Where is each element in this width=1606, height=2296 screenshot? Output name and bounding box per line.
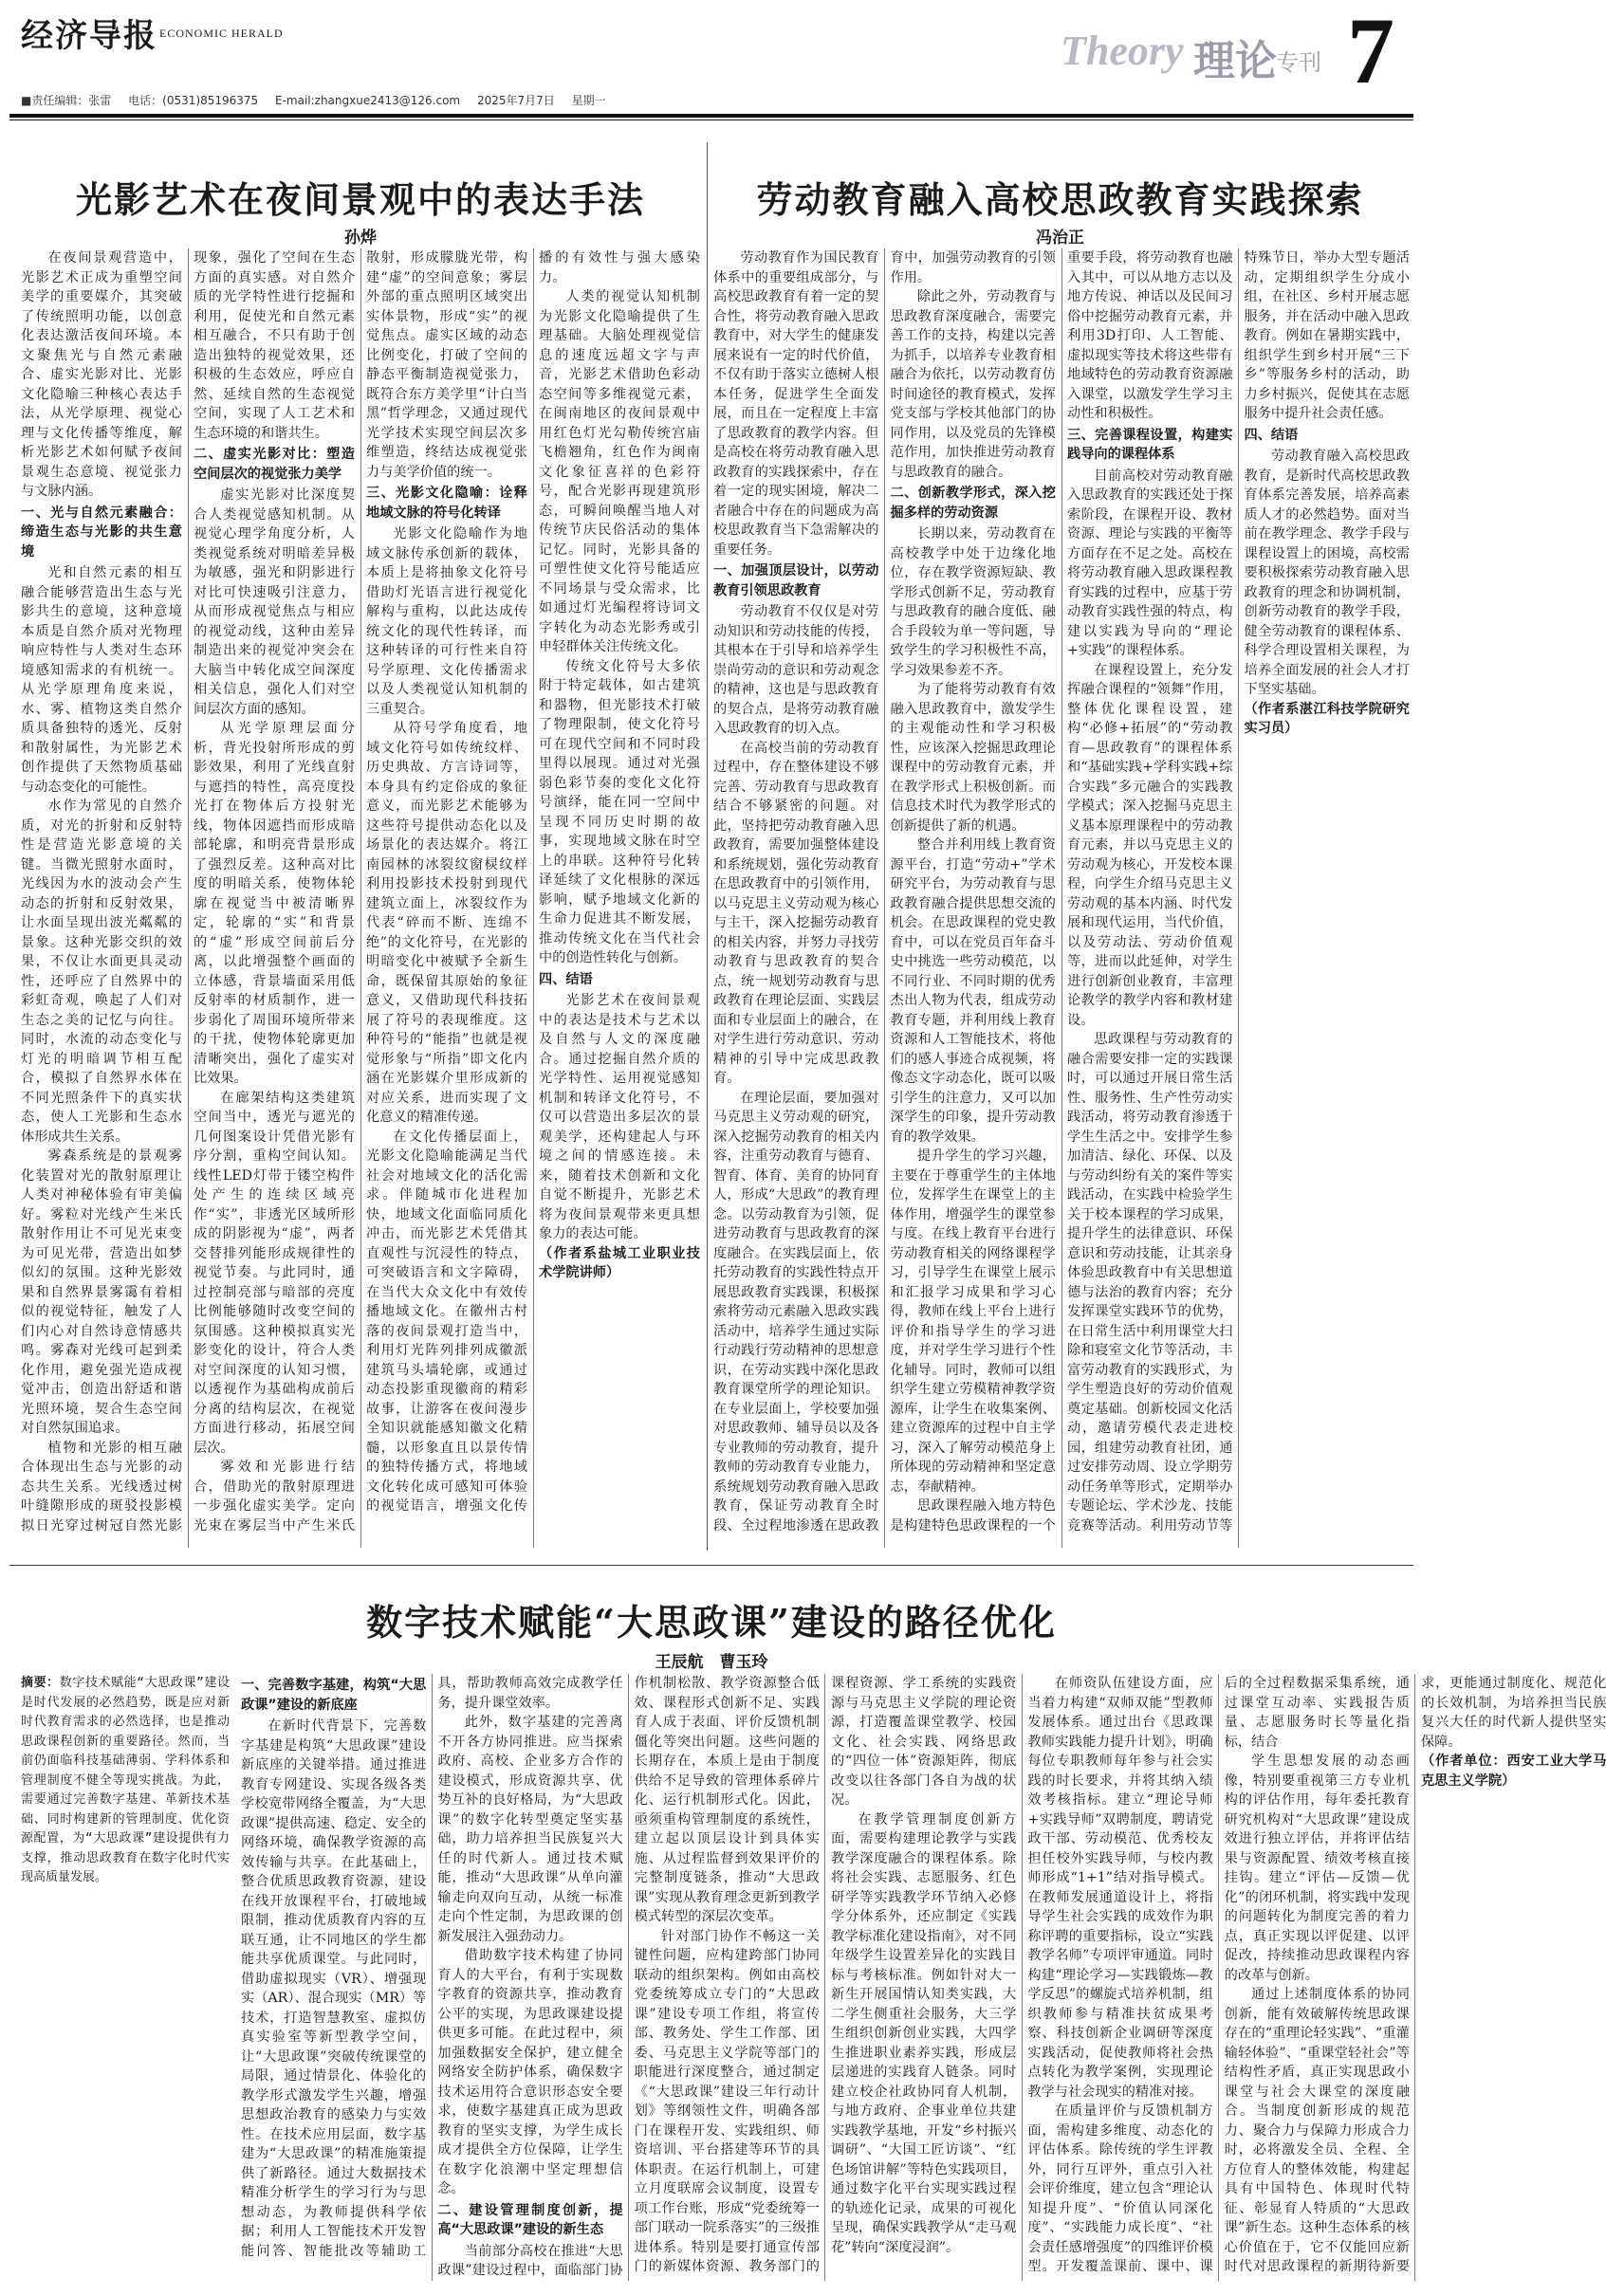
article2-body	[713, 248, 1410, 1548]
section-tag: 专刊	[1276, 49, 1321, 76]
section-title-cn: 理论	[1193, 37, 1277, 85]
paragraph: 在高校当前的劳动教育过程中，存在整体建设不够完善、劳动教育与思政教育结合不够紧密的问题。对此，坚持把劳动教育融入思政教育，需要加强整体建设和系统规划，强化劳动教育在思政教育中的引领作用，以马克思主义劳动观为核心与主干，深入挖掘劳动教育的相关内容，并努力寻找劳动教育与思政教育的契合点，统一规划劳动教育与思政教育在理论层面、实践层面和专业层面上的融合，在对学生进行劳动意识、劳动精神的引导中完成思政教育。	[713, 740, 879, 1086]
article3-abstract	[21, 1674, 230, 2262]
paragraph: 提升学生的学习兴趣，主要在于尊重学生的主体地位，发挥学生在课堂上的主体作用，增强学生的课堂参与度。在线上教育平台进行劳动教育相关的网络课程学习，引导学生在课堂上展示和汇报学习成果和学习心得，教师在线上平台上进行评价和指导学生的学习进度，并对学生学习进行个性化辅导。同时，教师可以组织学生建立劳模精神教学资源库，让学生在收集案例、建立资源库的过程中自主学习，深入了解劳动模范身上所体现的劳动精神和坚定意志，奉献精神。	[890, 1148, 1056, 1495]
email-info: E-mail:zhangxue2413@126.com	[274, 94, 461, 107]
author-affiliation: （作者系盐城工业职业技术学院讲师）	[539, 1245, 700, 1280]
paragraph: 雾效和光影进行结合，借助光的散射原理进一步强化虚实美学。定向光束在雾层当中产生米氏散射，形成朦胧光带，构建“虚”的空间意象；雾层外部的重点照明区域突出实体景物，形成“实”的视觉焦点。虚实区域的动态比例变化，打破了空间的静态平衡制造视觉张力，既符合东方美学里“计白当黑”哲学理念，又通过现代光学技术实现空间层次多维塑造，终结达成视觉张力与美学价值的统一。	[194, 250, 527, 1534]
article1-author: 孙烨	[344, 229, 377, 248]
paragraph: 在新时代背景下，完善数字基建是构筑“大思政课”建设新底座的关键举措。通过推进教育专网建设、实现各级各类学校宽带网络全覆盖，为“大思政课”提供高速、稳定、安全的网络环境，确保教学资源的高效传输与共享。在此基础上，整合优质思政教育资源，建设在线开放课程平台，打破地域限制，推动优质教育内容的互联互通，让不同地区的学生都能共享优质课堂。与此同时，借助虚拟现实（VR）、增强现实（AR）、混合现实（MR）等技术，打造智慧教室、虚拟仿真实验室等新型教学空间，让“大思政课”突破传统课堂的局限，通过情景化、体验化的教学形式激发学生兴趣，增强思想政治教育的感染力与实效性。在技术应用层面，数字基建为“大思政课”的精准施策提供了新路径。通过大数据技术精准分析学生的学习行为与思想动态，为教师提供科学依据；利用人工智能技术开发智能问答、智能批改等辅助工具，帮助教师高效完成教学任务，提升课堂效率。	[241, 1676, 623, 2259]
paragraph: 针对部门协作不畅这一关键性问题，应构建跨部门协同联动的组织架构。例如由高校党委统筹成立专门的“大思政课”建设专项工作组，将宣传部、教务处、学生工作部、团委、马克思主义学院等部门的职能进行深度整合，通过制定《“大思政课”建设三年行动计划》等纲领性文件，明确各部门在课程开发、实践组织、师资培训、平台搭建等环节的具体职责。在运行机制上，可建立月度联席会议制度，设置专项工作台账，形成“党委统筹一部门联动一院系落实”的三级推进体系。特别是要打通宣传部门的新媒体资源、教务部门的课程资源、学工系统的实践资源与马克思主义学院的理论资源，打造覆盖课堂教学、校园文化、社会实践、网络思政的“四位一体”资源矩阵，彻底改变以往各部门各自为战的状况。	[634, 1676, 1017, 2274]
article2-headline: 劳动教育融入高校思政教育实践探索	[756, 178, 1364, 221]
paragraph: 在理论层面，要加强对马克思主义劳动观的研究，深入挖掘劳动教育的相关内容，注重劳动教育与德育、智育、体育、美育的协同育人，形成“大思政”的教育理念。以劳动教育为引领，促进劳动教育与思政教育的深度融合。在实践层面上，依托劳动教育的实践性特点开展思政教育实践课，积极探索将劳动元素融入思政实践活动中，培养学生通过实际行动践行劳动精神的思想意识，在劳动实践中深化思政教育课堂所学的理论知识。在专业层面上，学校要加强对思政教师、辅导员以及各专业教师的劳动教育，提升教师的劳动教育专业能力，系统规划劳动教育融入思政教育，保证劳动教育全时段、全过程地渗透在思政教育中，加强劳动教育的引领作用。	[713, 250, 1056, 1534]
paragraph: 传统文化符号大多依附于特定载体，如古建筑和器物，但光影技术打破了物理限制，使文化符号可在现代空间和不同时段里得以展现。通过对光强弱色彩节奏的变化文化符号演绎，能在同一空间中呈现不同历史时期的故事，实现地域文脉在时空上的串联。这种符号化转译延续了文化根脉的深远影响，赋予地域文化新的生命力促进其不断发展，推动传统文化在当代社会中的创造性转化与创新。	[539, 658, 700, 965]
paragraph: 借助数字技术构建了协同育人的大平台，有利于实现数字教育的资源共享，推动教育公平的实现，为思政课建设提供更多可能。在此过程中，须加强数据安全保护，建立健全网络安全防护体系，确保数字技术运用符合意识形态安全要求，使数字基建真正成为思政教育的坚实支撑，为学生成长成才提供全方位保障，让学生在数字化浪潮中坚定理想信念。	[437, 1948, 623, 2196]
paragraph: 雾森系统是的景观雾化装置对光的散射原理让人类对神秘体验有审美偏好。雾粒对光线产生米氏散射作用让不可见光束变为可见光带，营造出如梦似幻的氛围。这种光影效果和自然界景雾霭有着相似的视觉特征，触发了人们内心对自然诗意情感共鸣。雾森对光线可起到柔化作用，避免强光造成视觉冲击，创造出舒适和谐光照环境，契合生态空间对自然氛围追求。	[21, 1148, 182, 1436]
masthead-rule	[9, 114, 1413, 118]
editor-info: ■责任编辑：张雷	[21, 94, 112, 107]
author-affiliation: （作者系湛江科技学院研究实习员）	[1244, 701, 1410, 736]
author-affiliation: （作者单位：西安工业大学马克思主义学院）	[1420, 1754, 1606, 1789]
column-divider	[707, 142, 708, 1551]
paragraph: 学生思想发展的动态画像，特别要重视第三方专业机构的评估作用，每年委托教育研究机构对“大思政课”建设成效进行独立评估，并将评估结果与资源配置、绩效考核直接挂钩。建立“评估—反馈—优化”的闭环机制，将实践中发现的问题转化为制度完善的着力点，真正实现以评促建、以评促改，持续推动思政课程内容的改革与创新。	[1224, 1754, 1410, 1983]
paragraph: 当前部分高校在推进“大思政课”建设过程中，面临部门协作机制松散、教学资源整合低效、课程形式创新不足、实践育人成于表面、评价反馈机制僵化等突出问题。这些问题的长期存在，本质上是由于制度供给不足导致的管理体系碎片化、运行机制形式化。因此，亟须重构管理制度的系统性，建立起以顶层设计到具体实施、从过程监督到效果评价的完整制度链条，推动“大思政课”实现从教育理念更新到教学模式转型的深层次变革。	[437, 1676, 820, 2278]
paragraph: 在廊架结构这类建筑空间当中，透光与遮光的几何图案设计凭借光影有序分割，重构空间认知。线性LED灯带于镂空构件处产生的连续区域亮作“实”，非透光区域所形成的阴影视为“虚”，两者交替排列能形成规律性的视觉节奏。与此同时，通过控制亮部与暗部的亮度比例能够随时改变空间的氛围感。这种模拟真实光影变化的设计，符合人类对空间深度的认知习惯，以透视作为基础构成前后分离的结构层次，在视觉方面进行移动，拓展空间层次。	[194, 1090, 355, 1456]
article3-headline: 数字技术赋能“大思政课”建设的路径优化	[366, 1601, 1057, 1644]
paragraph: 目前高校对劳动教育融入思政教育的实践还处于探索阶段，在课程开设、教材资源、理论与实践的平衡等方面存在不足之处。高校在将劳动教育融入思政课程教育实践的过程中，应基于劳动教育实践性强的特点，构建以实践为导向的“理论+实践”的课程体系。	[1067, 468, 1233, 658]
paragraph: 光影文化隐喻作为地域文脉传承创新的载体，本质上是将抽象文化符号借助灯光语言进行视觉化解构与重构，以此达成传统文化的现代性转译，而这种转译的可行性来自符号学原理、文化传播需求以及人类视觉认知机制的三重契合。	[366, 526, 527, 717]
article1-headline: 光影艺术在夜间景观中的表达手法	[75, 178, 645, 221]
article1-body	[21, 248, 700, 1548]
paragraph: 在文化传播层面上，光影文化隐喻能满足当代社会对地域文化的活化需求。伴随城市化进程加快，地域文化面临同质化冲击，而光影艺术凭借其直观性与沉浸性的特点，可突破语言和文字障碍，在当代大众文化中有效传播地域文化。在徽州古村落的夜间景观打造当中，利用灯光阵列排列成徽派建筑马头墙轮廓，或通过动态投影重现徽商的精彩故事，让游客在夜间漫步全知识就能感知徽文化精髓，以形象直且以景传情的独特传播方式，将地域文化转化成可感知可体验的视觉语言，增强文化传播的有效性与强大感染力。	[366, 250, 700, 1514]
paragraph: 劳动教育不仅仅是对劳动知识和劳动技能的传授，其根本在于引导和培养学生崇尚劳动的意识和劳动观念的精神，这也是与思政教育的契合点，是将劳动教育融入思政教育的切入点。	[713, 604, 879, 736]
paragraph: 在师资队伍建设方面，应当着力构建“双师双能”型教师发展体系。通过出台《思政课教师实践能力提升计划》，明确每位专职教师每年参与社会实践的时长要求，并将其纳入绩效考核指标。建立“理论导师+实践导师”双聘制度，聘请党政干部、劳动模范、优秀校友担任校外实践导师，与校内教师形成“1+1”结对指导模式。在教师发展通道设计上，将指导学生社会实践的成效作为职称评聘的重要指标，设立“实践教学名师”专项评审通道。同时构建“理论学习—实践锻炼—教学反思”的螺旋式培养机制，组织教师参与精准扶贫成果考察、科技创新企业调研等深度实践活动，促使教师将社会热点转化为教学案例，实现理论教学与社会现实的精准对接。	[1027, 1676, 1213, 2100]
article3-body	[241, 1674, 1606, 2281]
section-heading: 三、完善课程设置，构建实践导向的课程体系	[1067, 427, 1233, 462]
article3-authors: 王辰航 曹玉玲	[655, 1653, 768, 1672]
paragraph: 从符号学角度看，地域文化符号如传统纹样、历史典故、方言诗词等，本身具有约定俗成的象征意义，而光影艺术能够为这些符号提供动态化以及场景化的表达媒介。将江南园林的冰裂纹窗棂纹样利用投影技术投射到现代建筑立面上，冰裂纹作为代表“碎而不断、连绵不绝”的文化符号，在光影的明暗变化中被赋予全新生命，既保留其原始的象征意义，又借助现代科技拓展了符号的表现维度。这种符号的“能指”也就是视觉形象与“所指”即文化内涵在光影媒介里形成新的对应关系，进而实现了文化意义的精准传递。	[366, 721, 527, 1125]
info-bar	[21, 92, 1292, 108]
paragraph: 整合并利用线上教育资源平台，打造“劳动+”学术研究平台，为劳动教育与思政教育融合提供思想交流的机会。在思政课程的党史教育中，可以在党员百年奋斗史中挑选一些劳动模范，以不同行业、不同时期的优秀杰出人物为代表，组成劳动教育专题，并利用线上教育资源和人工智能技术，将他们的感人事迹合成视频，将像态文字动态化，既可以吸引学生的注意力，又可以加深学生的印象，提升劳动教育的教学效果。	[890, 837, 1056, 1145]
paragraph: 光影艺术在夜间景观中的表达是技术与艺术以及自然与人文的深度融合。通过挖掘自然介质的光学特性、运用视觉感知机制和转译文化符号，不仅可以营造出多层次的景观美学，还构建起人与环境之间的情感连接。未来，随着技术创新和文化自觉不断提升，光影艺术将为夜间景观带来更具想象力的表达可能。	[539, 993, 700, 1241]
article1-text-flow	[21, 248, 700, 1548]
paragraph: 除此之外，劳动教育与思政教育深度融合，需要完善工作的支持，构建以完善为抓手，以培养专业教育相融合为依托，以劳动教育仿时间途径的教育模式，发挥党支部与学校其他部门的协同作用，以及党员的先锋模范作用，加快推进劳动教育与思政教育的融合。	[890, 289, 1056, 480]
paragraph: 此外，数字基建的完善离不开各方协同推进。应当探索政府、高校、企业多方合作的建设模式，形成资源共享、优势互补的良好格局，为“大思政课”的数字化转型奠定坚实基础，助力培养担当民族复兴大任的时代新人。通过技术赋能，推动“大思政课”从单向灌输走向双向互动，从统一标准走向个性定制，为思政课的创新发展注入强劲动力。	[437, 1715, 623, 1944]
paragraph: 在课程设置上，充分发挥融合课程的“领舞”作用，整体优化课程设置，建构“必修+拓展”的“劳动教育—思政教育”的课程体系和“基础实践+学科实践+综合实践”多元融合的实践教学模式；深入挖掘马克思主义基本原理课程中的劳动教育元素，并以马克思主义的劳动观为核心，开发校本课程，向学生介绍马克思主义劳动观的基本内涵、时代发展和现代运用，当代价值，以及劳动法、劳动价值观等，进而以此延伸，对学生进行创新创业教育，丰富理论教学的教学内容和教材建设。	[1067, 662, 1233, 1028]
paper-name: 经济导报	[21, 17, 157, 55]
section-heading: 一、完善数字基建，构筑“大思政课”建设的新底座	[241, 1678, 427, 1713]
article2-text-flow	[713, 248, 1410, 1548]
section-heading: 四、结语	[1244, 427, 1299, 443]
paragraph: 光和自然元素的相互融合能够营造出生态与光影共生的意境，这种意境本质是自然介质对光物理响应特性与人类对生态环境感知需求的有机统一。从光学原理角度来说，水、雾、植物这类自然介质具备独特的透光、反射和散射属性，为光影艺术创作提供了天然物质基础与动态变化的可能性。	[21, 565, 182, 795]
article2-author: 冯治正	[1036, 229, 1084, 248]
paragraph: 虚实光影对比深度契合人类视觉感知机制。从视觉心理学角度分析，人类视觉系统对明暗差异极为敏感，强光和阴影进行对比可快速吸引注意力，从而形成视觉焦点与相应的视觉动线，这种由差异制造出来的视觉冲突会在大脑当中转化成空间深度相关信息，强化人们对空间层次方面的感知。	[194, 487, 355, 717]
abstract-label: 摘要：	[21, 1676, 60, 1690]
date-info: 2025年7月7日	[476, 94, 555, 107]
weekday-info: 星期一	[571, 94, 606, 107]
paragraph: 在质量评价与反馈机制方面，需构建多维度、动态化的评估体系。除传统的学生评教外，同行互评外，重点引入社会评价维度，建立包含“理论认知提升度”、“价值认同深化度”、“实践能力成长度”、“社会责任感增强度”的四维评价模型。开发覆盖课前、课中、课后的全过程数据采集系统，通过课堂互动率、实践报告质量、志愿服务时长等量化指标，结合	[1027, 1676, 1410, 2274]
paragraph: 通过上述制度体系的协同创新，能有效破解传统思政课存在的“重理论轻实践”、“重灌输轻体验”、“重课堂轻社会”等结构性矛盾，真正实现思政小课堂与社会大课堂的深度融合。当制度创新形成的规范力、聚合力与保障力形成合力时，必将激发全员、全程、全方位育人的整体效能，构建起具有中国特色、体现时代特征、彰显育人特质的“大思政课”新生态。这种生态体系的核心价值在于，它不仅能回应新时代对思政课程的新期待新要求，更能通过制度化、规范化的长效机制，为培养担当民族复兴大任的时代新人提供坚实保障。	[1224, 1676, 1606, 2274]
paragraph: 水作为常见的自然介质，对光的折射和反射特性是营造光影意境的关键。当微光照射水面时，光线因为水的波动会产生动态的折射和反射效果，让水面呈现出波光粼粼的景象。这种光影交织的效果，不仅让水面更具灵动性，还呼应了自然界中的彩虹奇观，唤起了人们对生态之美的记忆与向往。同时，水流的动态变化与灯光的明暗调节相互配合，模拟了自然界水体在不同光照条件下的真实状态，使人工光影和生态水体形成共生关系。	[21, 799, 182, 1145]
paragraph: 劳动教育融入高校思政教育，是新时代高校思政教育体系完善发展，培养高素质人才的必然趋势。面对当前在教学理念、教学手段与课程设置上的困境，高校需要积极探索劳动教育融入思政教育的理念和协调机制，创新劳动教育的教学手段，健全劳动教育的课程体系、科学合理设置相关课程，为培养全面发展的社会人才打下坚实基础。	[1244, 449, 1410, 697]
section-heading: 二、创新教学形式，深入挖掘多样的劳动资源	[890, 486, 1056, 521]
paragraph: 植物和光影的相互融合体现出生态与光影的动态共生关系。光线透过树叶缝隙形成的斑驳投影模拟日光穿过树冠自然光影现象，强化了空间在生态方面的真实感。对自然介质的光学特性进行挖掘和利用，促使光和自然元素相互融合，不只有助于创造出独特的视觉效果，还积极的生态效应，呼应自然、延续自然的生态视觉空间，实现了人工艺术和生态环境的和谐共生。	[21, 250, 355, 1534]
section-heading: 二、建设管理制度创新，提高“大思政课”建设的新生态	[437, 2202, 623, 2237]
section-divider	[9, 1565, 1413, 1566]
section-title-en: Theory	[1061, 28, 1184, 74]
paragraph: 人类的视觉认知机制为光影文化隐喻提供了生理基础。大脑处理视觉信息的速度远超文字与声音，光影艺术借助色彩动态空间等多维视觉元素，在闽南地区的夜间景观中用红色灯光勾勒传统宫庙飞檐翘角，红色作为闽南文化象征喜祥的色彩符号，配合光影再现建筑形态，可瞬间唤醒当地人对传统节庆民俗活动的集体记忆。同时，光影具备的可塑性使文化符号能适应不同场景与受众需求，比如通过灯光编程将诗词文字转化为动态光影秀或引申轻群体关注传统文化。	[539, 289, 700, 654]
abstract-text: 数字技术赋能“大思政课”建设是时代发展的必然趋势，既是应对新时代教育需求的必然选择，也是推动思政课程创新的重要路径。然而，当前仍面临科技基础薄弱、学科体系和管理制度不健全等现实挑战。为此，需要通过完善数字基建、革新技术基础、同时构建新的管理制度、优化资源配置，为“大思政课”建设提供有力支撑，推动思政教育在数字化时代实现高质量发展。	[21, 1676, 230, 1884]
paragraph: 思政课程融入地方特色是构建特色思政课程的一个重要手段，将劳动教育也融入其中，可以从地方志以及地方传说、神话以及民间习俗中挖掘劳动教育元素，并利用3D打印、人工智能、虚拟现实等技术将这些带有地域特色的劳动教育资源融入课堂，以激发学生学习主动性和积极性。	[890, 250, 1233, 1534]
page-number: 7	[1347, 0, 1394, 103]
paragraph: 从光学原理层面分析，背光投射所形成的剪影效果，利用了光线直射与遮挡的特性，高亮度投光打在物体后方投射光线，物体因遮挡而形成暗部轮廓，和明亮背景形成了强烈反差。这种高对比度的明暗关系，使物体轮廓在视觉当中被清晰界定，轮廓的“实”和背景的“虚”形成空间前后分离，以此增强整个画面的立体感，背景墙面采用低反射率的材质制作，进一步弱化了周围环境所带来的干扰，使物体轮廓更加清晰突出，强化了虚实对比效果。	[194, 721, 355, 1086]
paragraph: 劳动教育作为国民教育体系中的重要组成部分，与高校思政教育有着一定的契合性，将劳动教育融入思政教育中，对大学生的健康发展来说有一定的时代价值，不仅有助于落实立德树人根本任务，促进学生全面发展，而且在一定程度上丰富了思政教育的教学内容。但是高校在将劳动教育融入思政教育的实践探索中，存在着一定的现实困境，解决二者融合中存在的问题成为高校思政教育当下急需解决的重要任务。	[713, 250, 879, 558]
section-heading: 一、光与自然元素融合：缔造生态与光影的共生意境	[21, 505, 182, 560]
section-heading: 一、加强顶层设计，以劳动教育引领思政教育	[713, 563, 879, 598]
article3-text-flow	[241, 1674, 1606, 2281]
paragraph: 在夜间景观营造中，光影艺术正成为重塑空间美学的重要媒介，其突破了传统照明功能，以创意化表达激活夜间环境。本文聚焦光与自然元素融合、虚实光影对比、光影文化隐喻三种核心表达手法，从光学原理、视觉心理与文化传播等维度，解析光影艺术如何赋予夜间景观生态意境、视觉张力与文脉内涵。	[21, 250, 182, 499]
masthead-rule-thin	[9, 119, 1413, 120]
paragraph: 在教学管理制度创新方面，需要构建理论教学与实践教学深度融合的课程体系。除将社会实践、志愿服务、红色研学等实践教学环节纳入必修学分体系外，还应制定《实践教学标准化建设指南》，对不同年级学生设置差异化的实践目标与考核标准。例如针对大一新生开展国情认知类实践，大二学生侧重社会服务，大三学生组织创新创业实践，大四学生推进职业素养实践，形成层层递进的实践育人链条。同时建立校企社政协同育人机制，与地方政府、企事业单位共建实践教学基地，开发“乡村振兴调研”、“大国工匠访谈”、“红色场馆讲解”等特色实践项目，通过数字化平台实现实践过程的轨迹化记录，成果的可视化呈现，确保实践教学从“走马观花”转向“深度浸润”。	[830, 1811, 1017, 2255]
section-heading: 二、虚实光影对比：塑造空间层次的视觉张力美学	[194, 447, 355, 482]
paper-name-en: ECONOMIC HERALD	[159, 27, 284, 40]
section-heading: 三、光影文化隐喻：诠释地域文脉的符号化转译	[366, 486, 527, 521]
section-heading: 四、结语	[539, 971, 593, 987]
paragraph: 长期以来，劳动教育在高校教学中处于边缘化地位，存在教学资源短缺、教学形式创新不足，劳动教育与思政教育的融合度低、融合手段较为单一等问题，导致学生的学习积极性不高，学习效果参差不齐。	[890, 526, 1056, 678]
phone-info: 电话：(0531)85196375	[128, 94, 259, 107]
paragraph: 思政课程与劳动教育的融合需要安排一定的实践课时，可以通过开展日常生活性、服务性、生产性劳动实践活动，将劳动教育渗透于学生生活之中。安排学生参加清洁、绿化、环保、以及与劳动纠纷有关的案件等实践活动，在实践中检验学生关于校本课程的学习成果，提升学生的法律意识、环保意识和劳动技能，让其亲身体验思政教育中有关思想道德与法治的教育内容；充分发挥课堂实践环节的优势，在日常生活中利用课堂大扫除和寝室文化节等活动，丰富劳动教育的实践形式，为学生塑造良好的劳动价值观奠定基础。创新校园文化活动，邀请劳模代表走进校园，组建劳动教育社团，通过安排劳动周、设立学期劳动任务单等形式，定期举办专题论坛、学术沙龙、技能竞赛等活动。利用劳动节等特殊节日，举办大型专题活动，定期组织学生分成小组，在社区、乡村开展志愿服务，并在活动中融入思政教育。例如在暑期实践中，组织学生到乡村开展“三下乡”等服务乡村的活动，助力乡村振兴，促使其在志愿服务中提升社会责任感。	[1067, 250, 1410, 1534]
paragraph: 为了能将劳动教育有效融入思政教育中，激发学生的主观能动性和学习积极性，应该深入挖掘思政理论课程中的劳动教育元素，并在教学形式上积极创新。而信息技术时代为教学形式的创新提供了新的机遇。	[890, 682, 1056, 834]
